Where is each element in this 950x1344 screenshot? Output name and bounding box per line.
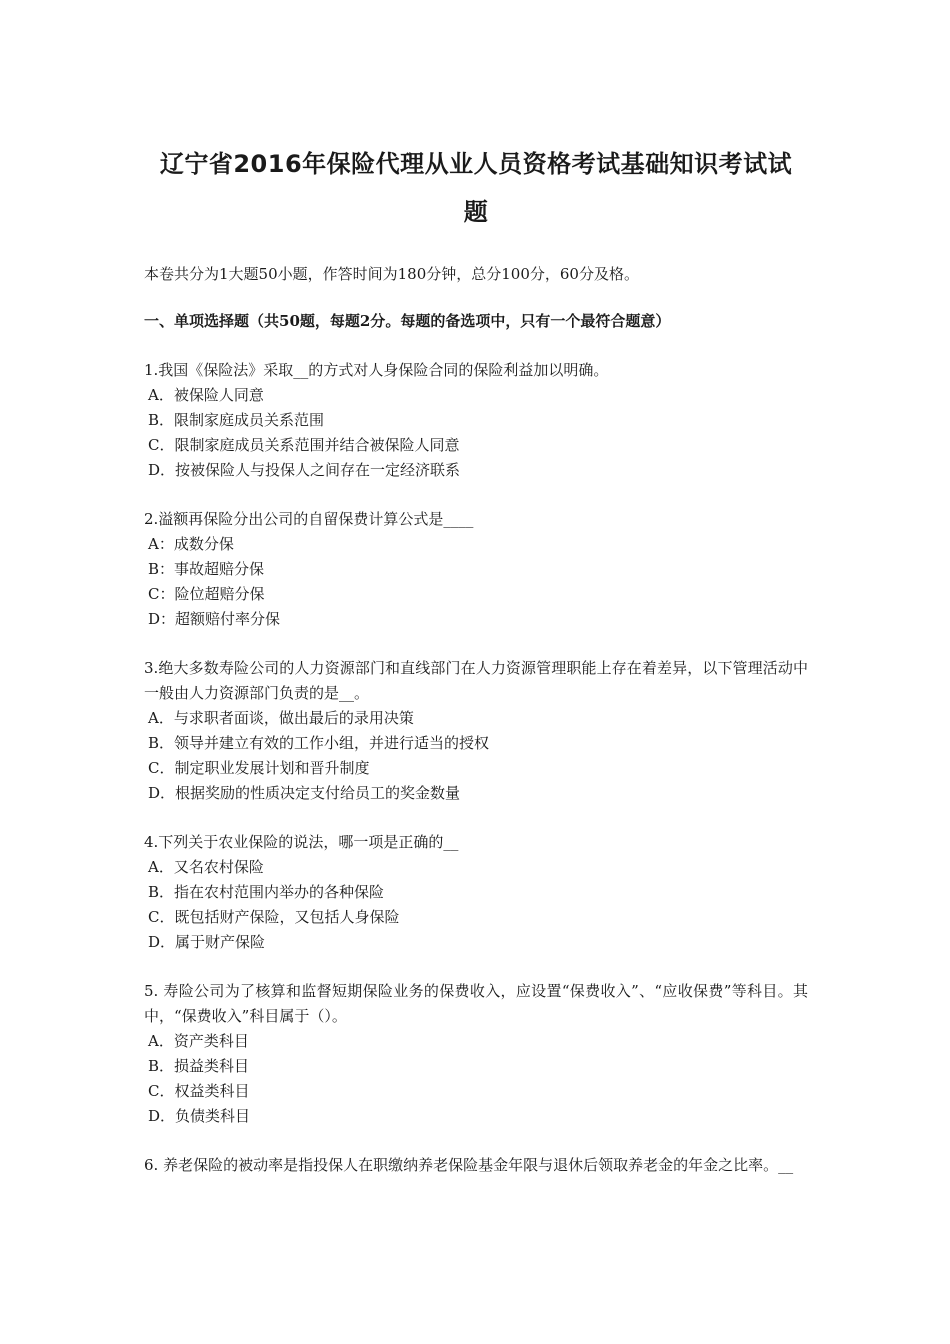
option-a: A．又名农村保险 bbox=[148, 858, 264, 876]
question-stem: 4.下列关于农业保险的说法，哪一项是正确的__ bbox=[144, 833, 459, 851]
question-1 bbox=[144, 358, 808, 483]
question-5 bbox=[144, 979, 808, 1129]
question-4 bbox=[144, 830, 808, 955]
exam-intro: 本卷共分为1大题50小题，作答时间为180分钟，总分100分，60分及格。 bbox=[144, 265, 639, 283]
option-c: C：险位超赔分保 bbox=[148, 585, 265, 603]
option-c: C．限制家庭成员关系范围并结合被保险人同意 bbox=[148, 436, 460, 454]
option-b: B．领导并建立有效的工作小组，并进行适当的授权 bbox=[148, 734, 490, 752]
question-6 bbox=[144, 1153, 808, 1178]
title-line-1: 辽宁省2016年保险代理从业人员资格考试基础知识考试试 bbox=[159, 150, 793, 178]
option-d: D．按被保险人与投保人之间存在一定经济联系 bbox=[148, 461, 461, 479]
question-stem: 2.溢额再保险分出公司的自留保费计算公式是____ bbox=[144, 510, 474, 528]
option-d: D：超额赔付率分保 bbox=[148, 610, 281, 628]
option-a: A．与求职者面谈，做出最后的录用决策 bbox=[148, 709, 414, 727]
question-stem: 1.我国《保险法》采取__的方式对人身保险合同的保险利益加以明确。 bbox=[144, 361, 609, 379]
question-stem: 6. 养老保险的被动率是指投保人在职缴纳养老保险基金年限与退休后领取养老金的年金之比率。__ bbox=[144, 1156, 794, 1174]
option-a: A：成数分保 bbox=[148, 535, 234, 553]
option-a: A．被保险人同意 bbox=[148, 386, 264, 404]
document-page bbox=[144, 140, 808, 1178]
question-stem: 5. 寿险公司为了核算和监督短期保险业务的保费收入，应设置“保费收入”、“应收保费”等科目。其中，“保费收入”科目属于（）。 bbox=[144, 982, 808, 1025]
option-d: D．属于财产保险 bbox=[148, 933, 266, 951]
option-c: C．权益类科目 bbox=[148, 1082, 250, 1100]
document-title bbox=[144, 140, 808, 236]
option-d: D．负债类科目 bbox=[148, 1107, 251, 1125]
option-d: D．根据奖励的性质决定支付给员工的奖金数量 bbox=[148, 784, 461, 802]
question-3 bbox=[144, 656, 808, 806]
question-stem: 3.绝大多数寿险公司的人力资源部门和直线部门在人力资源管理职能上存在着差异，以下管理活动中一般由人力资源部门负责的是__。 bbox=[144, 659, 808, 702]
title-line-2: 题 bbox=[463, 198, 489, 226]
option-b: B．指在农村范围内举办的各种保险 bbox=[148, 883, 385, 901]
option-c: C．既包括财产保险，又包括人身保险 bbox=[148, 908, 400, 926]
option-a: A．资产类科目 bbox=[148, 1032, 249, 1050]
option-b: B：事故超赔分保 bbox=[148, 560, 265, 578]
option-b: B．限制家庭成员关系范围 bbox=[148, 411, 325, 429]
section-heading: 一、单项选择题（共50题，每题2分。每题的备选项中，只有一个最符合题意） bbox=[144, 312, 671, 330]
question-2 bbox=[144, 507, 808, 632]
option-c: C．制定职业发展计划和晋升制度 bbox=[148, 759, 370, 777]
option-b: B．损益类科目 bbox=[148, 1057, 250, 1075]
